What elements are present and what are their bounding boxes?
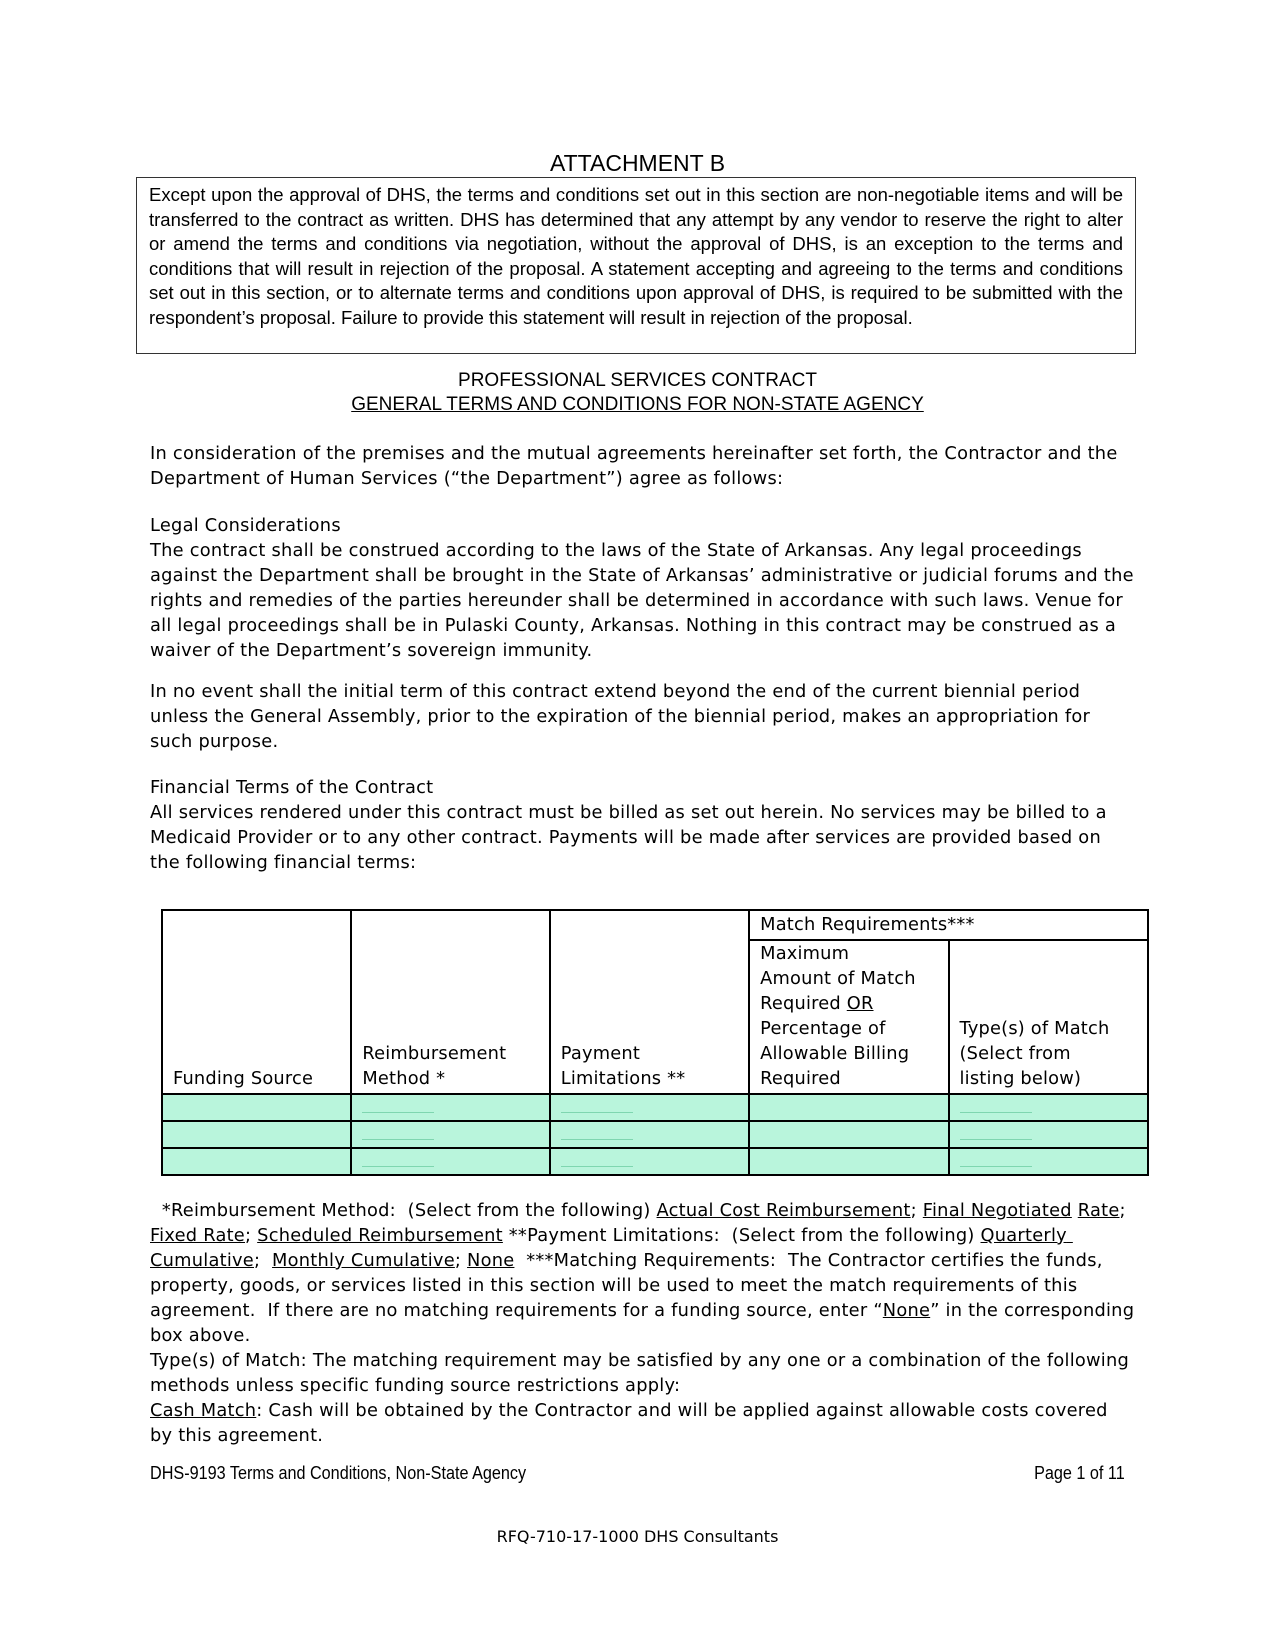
option-rate: Rate xyxy=(1077,1200,1120,1221)
option-actual-cost: Actual Cost Reimbursement xyxy=(656,1200,911,1221)
financial-section xyxy=(150,775,1135,875)
types-paragraph: Type(s) of Match: The matching requirement may be satisfied by any one or a combination of the following methods unless specific funding source restrictions apply: xyxy=(150,1350,1130,1396)
maximum-amount-input[interactable] xyxy=(749,1121,948,1148)
financial-heading: Financial Terms of the Contract xyxy=(150,777,434,798)
maximum-amount-input[interactable] xyxy=(749,1148,948,1175)
type-of-match-select[interactable] xyxy=(949,1121,1148,1148)
notes-section xyxy=(150,1198,1141,1448)
option-monthly: Monthly Cumulative xyxy=(272,1250,455,1271)
option-fixed-rate: Fixed Rate xyxy=(150,1225,245,1246)
intro-paragraph xyxy=(150,441,1135,491)
option-none: None xyxy=(467,1250,515,1271)
option-final-negotiated: Final Negotiated xyxy=(922,1200,1072,1221)
type-of-match-select[interactable] xyxy=(949,1148,1148,1175)
header-reimbursement-method: Reimbursement Method * xyxy=(351,910,549,1094)
table-row xyxy=(162,1094,1148,1121)
footer-form-name: DHS-9193 Terms and Conditions, Non-State Agency xyxy=(150,1463,527,1483)
footer-page-number: Page 1 of 11 xyxy=(1034,1463,1125,1483)
financial-terms-table xyxy=(161,909,1149,1176)
reimbursement-method-select[interactable] xyxy=(351,1094,549,1121)
legal-heading: Legal Considerations xyxy=(150,515,341,536)
notice-box xyxy=(136,177,1136,354)
cash-paragraph: Cash Match: Cash will be obtained by the Contractor and will be applied against allowable costs covered by this agreement. xyxy=(150,1400,1108,1446)
table-row xyxy=(162,1148,1148,1175)
table-row xyxy=(162,1121,1148,1148)
header-match-requirements: Match Requirements*** xyxy=(749,910,1148,940)
maximum-amount-input[interactable] xyxy=(749,1094,948,1121)
legal-section xyxy=(150,513,1135,663)
funding-source-input[interactable] xyxy=(162,1094,351,1121)
option-scheduled: Scheduled Reimbursement xyxy=(257,1225,503,1246)
header-payment-limitations: Payment Limitations ** xyxy=(550,910,749,1094)
term-text: In no event shall the initial term of this contract extend beyond the end of the current biennial period unless the General Assembly, prior to the expiration of the biennial period, makes an appropriation for such purpose. xyxy=(150,681,1091,752)
reimbursement-method-select[interactable] xyxy=(351,1121,549,1148)
reimbursement-method-select[interactable] xyxy=(351,1148,549,1175)
table-header-row xyxy=(162,910,1148,940)
type-of-match-select[interactable] xyxy=(949,1094,1148,1121)
funding-source-input[interactable] xyxy=(162,1121,351,1148)
contract-heading: PROFESSIONAL SERVICES CONTRACT xyxy=(458,370,817,391)
payment-limitations-select[interactable] xyxy=(550,1094,749,1121)
notes-paragraph: *Reimbursement Method: (Select from the following) Actual Cost Reimbursement; Final Negotiated Rate; Fixed Rate; Scheduled Reimbursement **Payment Limitations: (Select from the following) Quarterly Cumulative; Monthly Cumulative; None ***Matching Requirements: The Contractor certifies the funds, property, goods, or services listed in this section will be used to meet the match requirements of this agreement. If there are no matching requirements for a funding source, enter “None” in the corresponding box above. xyxy=(150,1200,1141,1346)
payment-limitations-select[interactable] xyxy=(550,1148,749,1175)
cash-match-label: Cash Match xyxy=(150,1400,257,1421)
legal-paragraph: The contract shall be construed according to the laws of the State of Arkansas. Any legal proceedings against the Department shall be brought in the State of Arkansas’ administrative or judicial forums and the rights and remedies of the parties hereunder shall be determined in accordance with such laws. Venue for all legal proceedings shall be in Pulaski County, Arkansas. Nothing in this contract may be construed as a waiver of the Department’s sovereign immunity. xyxy=(150,540,1134,661)
contract-subheading: GENERAL TERMS AND CONDITIONS FOR NON-STATE AGENCY xyxy=(351,394,924,415)
attachment-title: ATTACHMENT B xyxy=(549,150,726,176)
notice-text: Except upon the approval of DHS, the terms and conditions set out in this section are non-negotiable items and will be transferred to the contract as written. DHS has determined that any attempt by any vendor to reserve the right to alter or amend the terms and conditions via negotiation, without the approval of DHS, is an exception to the terms and conditions that will result in rejection of the proposal. A statement accepting and agreeing to the terms and conditions set out in this section, or to alternate terms and conditions upon approval of DHS, is required to be submitted with the respondent’s proposal. Failure to provide this statement will result in rejection of the proposal. xyxy=(149,184,1123,328)
term-paragraph xyxy=(150,679,1135,754)
none-word: None xyxy=(882,1300,931,1321)
option-quarterly: Quarterly Cumulative xyxy=(150,1225,1073,1271)
header-type-of-match: Type(s) of Match (Select from listing below) xyxy=(949,940,1148,1094)
header-maximum-amount: Maximum Amount of Match Required OR Percentage of Allowable Billing Required xyxy=(749,940,948,1094)
financial-paragraph: All services rendered under this contract must be billed as set out herein. No services may be billed to a Medicaid Provider or to any other contract. Payments will be made after services are provided based on the following financial terms: xyxy=(150,802,1107,873)
footer-rfq: RFQ-710-17-1000 DHS Consultants xyxy=(496,1527,779,1546)
payment-limitations-select[interactable] xyxy=(550,1121,749,1148)
funding-source-input[interactable] xyxy=(162,1148,351,1175)
header-funding-source: Funding Source xyxy=(162,910,351,1094)
intro-text: In consideration of the premises and the mutual agreements hereinafter set forth, the Contractor and the Department of Human Services (“the Department”) agree as follows: xyxy=(150,443,1118,489)
